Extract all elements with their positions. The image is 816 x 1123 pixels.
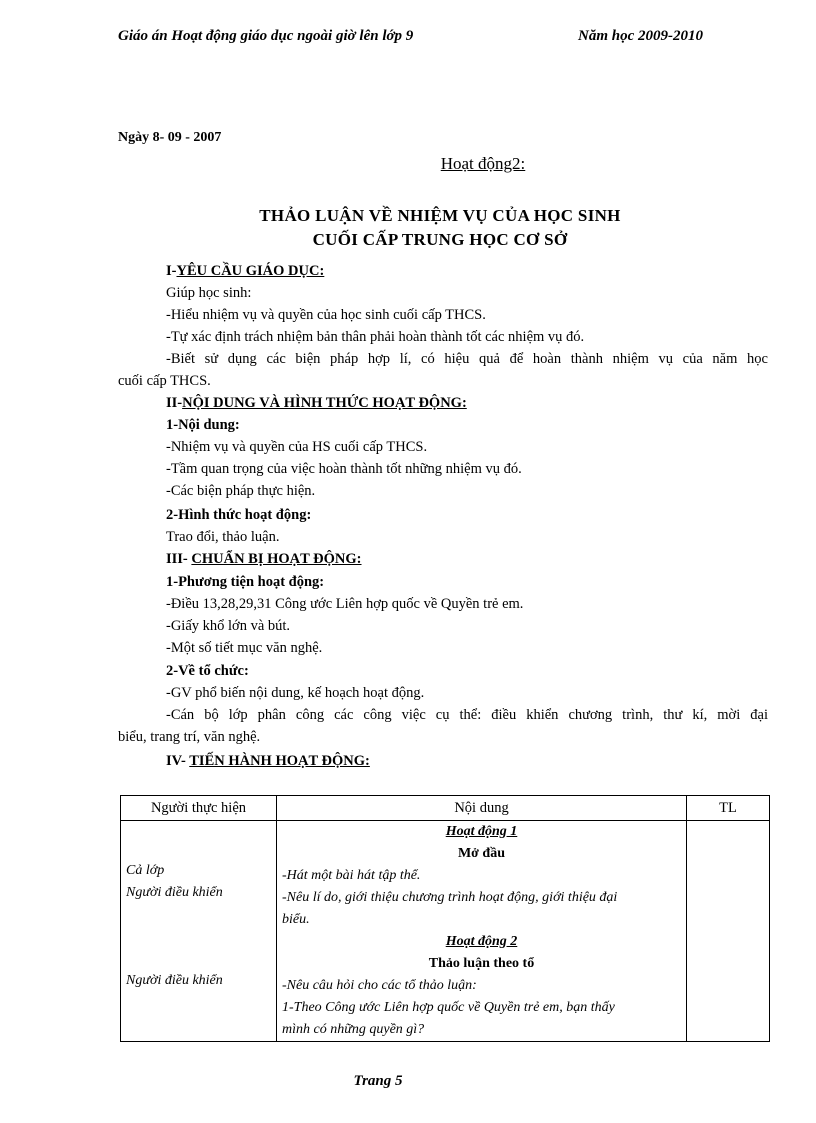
section-4-heading-text: TIẾN HÀNH HOẠT ĐỘNG:: [189, 753, 370, 769]
section-2-sub-heading: 2-Hình thức hoạt động:: [166, 507, 312, 523]
page-number: [0, 1073, 816, 1090]
table-header-cell: Người thực hiện: [121, 796, 277, 821]
activity-title: Hoạt động2:: [440, 154, 526, 173]
table-row: [121, 821, 770, 1042]
lesson-date: Ngày 8- 09 - 2007: [118, 130, 222, 145]
section-3-heading-text: CHUẨN BỊ HOẠT ĐỘNG:: [191, 551, 362, 567]
table-header-row: [121, 796, 770, 821]
header-school-year: Năm học 2009-2010: [578, 28, 703, 44]
section-1-line: -Biết sử dụng các biện pháp hợp lí, có hiệu quả để hoàn thành nhiệm vụ của năm học: [166, 351, 768, 367]
section-3-line: -Cán bộ lớp phân công các công việc cụ thể: điều khiển chương trình, thư kí, mời đại: [166, 707, 768, 723]
section-3-line: -Một số tiết mục văn nghệ.: [166, 640, 323, 656]
content-cell: [277, 821, 687, 1042]
activity-1-line: -Nêu lí do, giới thiệu chương trình hoạt động, giới thiệu đại: [282, 890, 618, 905]
activity-2-line: 1-Theo Công ước Liên hợp quốc về Quyền trẻ em, bạn thấy: [282, 1000, 615, 1015]
section-3-sub-heading: 2-Về tổ chức:: [166, 663, 249, 679]
section-3-line: -Điều 13,28,29,31 Công ước Liên hợp quốc về Quyền trẻ em.: [166, 596, 524, 612]
page-number-text: Trang 5: [353, 1073, 403, 1089]
activity-1-line: -Hát một bài hát tập thể.: [282, 868, 421, 883]
section-2-heading-text: NỘI DUNG VÀ HÌNH THỨC HOẠT ĐỘNG:: [182, 395, 467, 411]
section-3-line: -GV phổ biến nội dung, kế hoạch hoạt động.: [166, 685, 425, 701]
section-1-line: Giúp học sinh:: [166, 285, 252, 301]
main-title: [120, 204, 760, 252]
section-1-line: -Hiểu nhiệm vụ và quyền của học sinh cuối cấp THCS.: [166, 307, 486, 323]
section-2-line: -Tầm quan trọng của việc hoàn thành tốt những nhiệm vụ đó.: [166, 461, 522, 477]
section-1-heading-text: YÊU CẦU GIÁO DỤC:: [176, 263, 325, 279]
section-1-prefix: I-: [166, 263, 177, 279]
section-1-heading: [166, 262, 324, 280]
actor-cell-content: [126, 821, 271, 1041]
actor-cell: [121, 821, 277, 1042]
actor-label: Người điều khiển: [126, 885, 223, 900]
section-3-line: -Giấy khổ lớn và bút.: [166, 618, 291, 634]
section-3-line: biểu, trang trí, văn nghệ.: [118, 729, 261, 745]
section-2-line: Trao đổi, thảo luận.: [166, 529, 280, 545]
activity-table: [120, 795, 770, 1042]
activity-2-subtitle: Thảo luận theo tổ: [428, 956, 535, 971]
activity-1-title: Hoạt động 1: [445, 824, 518, 839]
activity-1-line: biểu.: [282, 912, 310, 927]
section-2-sub-heading: 1-Nội dung:: [166, 417, 240, 433]
actor-label: Cả lớp: [126, 863, 165, 878]
section-2-line: -Các biện pháp thực hiện.: [166, 483, 316, 499]
section-2-line: -Nhiệm vụ và quyền của HS cuối cấp THCS.: [166, 439, 428, 455]
section-1-line: -Tự xác định trách nhiệm bản thân phải hoàn thành tốt các nhiệm vụ đó.: [166, 329, 585, 345]
section-1-line: cuối cấp THCS.: [118, 373, 211, 389]
section-3-heading: [166, 550, 362, 568]
section-4-heading: [166, 752, 370, 770]
section-3-sub-heading: 1-Phương tiện hoạt động:: [166, 574, 325, 590]
time-cell: [687, 821, 770, 1042]
activity-1-subtitle: Mở đầu: [457, 846, 506, 861]
activity-2-title: Hoạt động 2: [445, 934, 518, 949]
activity-2-line: mình có những quyền gì?: [282, 1022, 425, 1037]
table-header-cell: TL: [687, 796, 770, 821]
section-2-prefix: II-: [166, 395, 183, 411]
section-3-prefix: III-: [166, 551, 188, 567]
actor-label: Người điều khiển: [126, 973, 223, 988]
main-title-line-2: CUỐI CẤP TRUNG HỌC CƠ SỞ: [312, 230, 568, 249]
header-document-title: Giáo án Hoạt động giáo dục ngoài giờ lên lớp 9: [118, 28, 414, 44]
section-4-prefix: IV-: [166, 753, 186, 769]
activity-2-line: -Nêu câu hỏi cho các tổ thảo luận:: [282, 978, 477, 993]
main-title-line-1: THẢO LUẬN VỀ NHIỆM VỤ CỦA HỌC SINH: [259, 206, 621, 225]
section-2-heading: [166, 394, 467, 412]
table-header-cell: Nội dung: [277, 796, 687, 821]
